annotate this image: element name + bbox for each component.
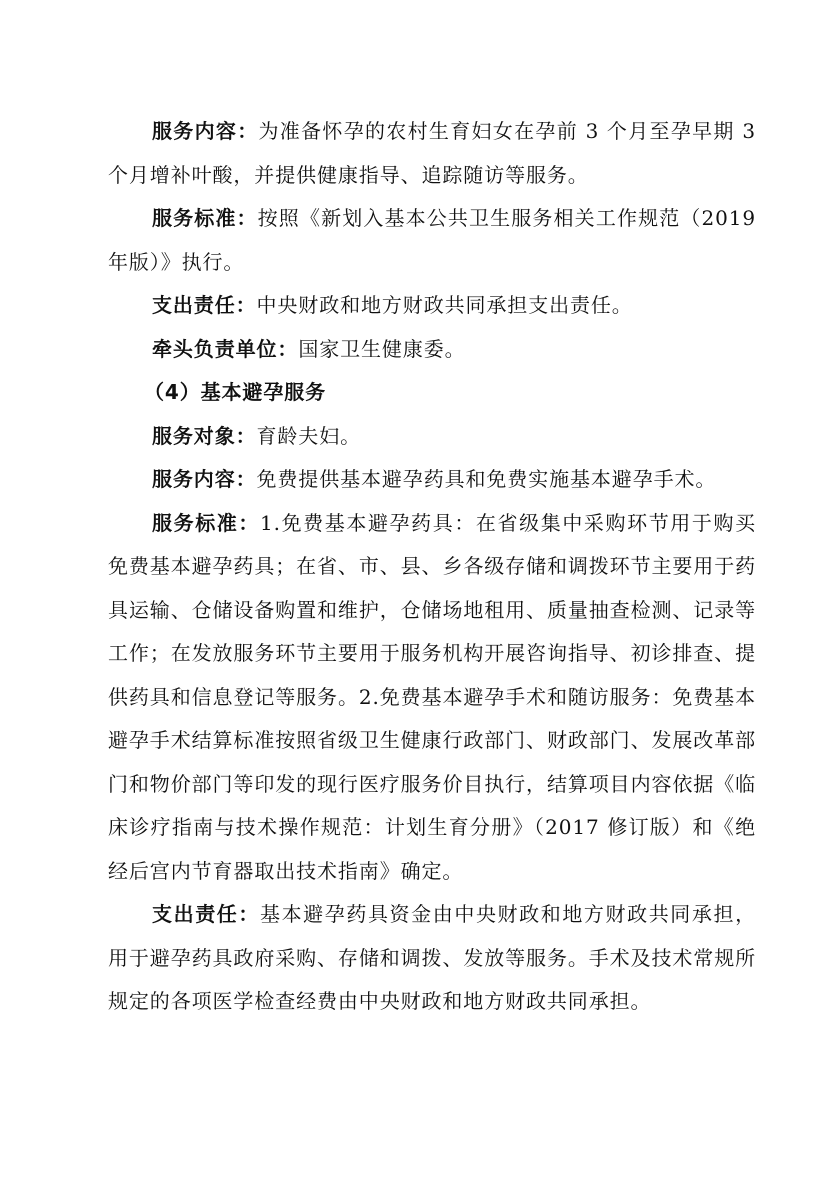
paragraph-expenditure-contraception <box>108 893 756 1024</box>
paragraph-service-content-contraception <box>108 458 756 502</box>
paragraph-label: 服务对象： <box>152 423 257 448</box>
document-body <box>108 110 756 1024</box>
paragraph-service-target <box>108 415 756 459</box>
paragraph-label: 服务内容： <box>152 467 257 491</box>
paragraph-text: 1.免费基本避孕药具：在省级集中采购环节用于购买免费基本避孕药具；在省、市、县、乡各级存储和调拨环节主要用于药具运输、仓储设备购置和维护，仓储场地租用、质量抽查检测、记录等工作；在发放服务环节主要用于服务机构开展咨询指导、初诊排查、提供药具和信息登记等服务。2.免费基本避孕手术和随访服务：免费基本避孕手术结算标准按照省级卫生健康行政部门、财政部门、发展改革部门和物价部门等印发的现行医疗服务价目执行，结算项目内容依据《临床诊疗指南与技术操作规范：计划生育分册》（2017 修订版）和《绝经后宫内节育器取出技术指南》确定。 <box>108 510 756 883</box>
paragraph-text: 中央财政和地方财政共同承担支出责任。 <box>256 293 633 317</box>
paragraph-text: 为准备怀孕的农村生育妇女在孕前 3 个月至孕早期 3 个月增补叶酸，并提供健康指导、追踪随访等服务。 <box>108 119 757 187</box>
paragraph-label: 服务内容： <box>152 119 259 143</box>
paragraph-label: 支出责任： <box>152 293 257 317</box>
paragraph-label: 支出责任： <box>152 902 260 926</box>
paragraph-label: 服务标准： <box>152 206 258 230</box>
paragraph-service-standard-folic <box>108 197 756 284</box>
paragraph-text: 育龄夫妇。 <box>256 423 361 448</box>
section-heading: （4）基本避孕服务 <box>144 380 327 404</box>
paragraph-expenditure-folic <box>108 284 756 328</box>
paragraph-text: 免费提供基本避孕药具和免费实施基本避孕手术。 <box>256 467 717 491</box>
paragraph-lead-unit-folic <box>108 328 756 372</box>
paragraph-text: 国家卫生健康委。 <box>298 336 466 361</box>
paragraph-label: 服务标准： <box>152 510 260 535</box>
paragraph-text: 基本避孕药具资金由中央财政和地方财政共同承担，用于避孕药具政府采购、存储和调拨、发放等服务。手术及技术常规所规定的各项医学检查经费由中央财政和地方财政共同承担。 <box>108 902 756 1013</box>
paragraph-service-standard-contraception <box>108 502 756 894</box>
paragraph-text: 按照《新划入基本公共卫生服务相关工作规范（2019 年版）》执行。 <box>108 206 756 274</box>
paragraph-service-content-folic <box>108 110 756 197</box>
paragraph-label: 牵头负责单位： <box>152 336 299 361</box>
